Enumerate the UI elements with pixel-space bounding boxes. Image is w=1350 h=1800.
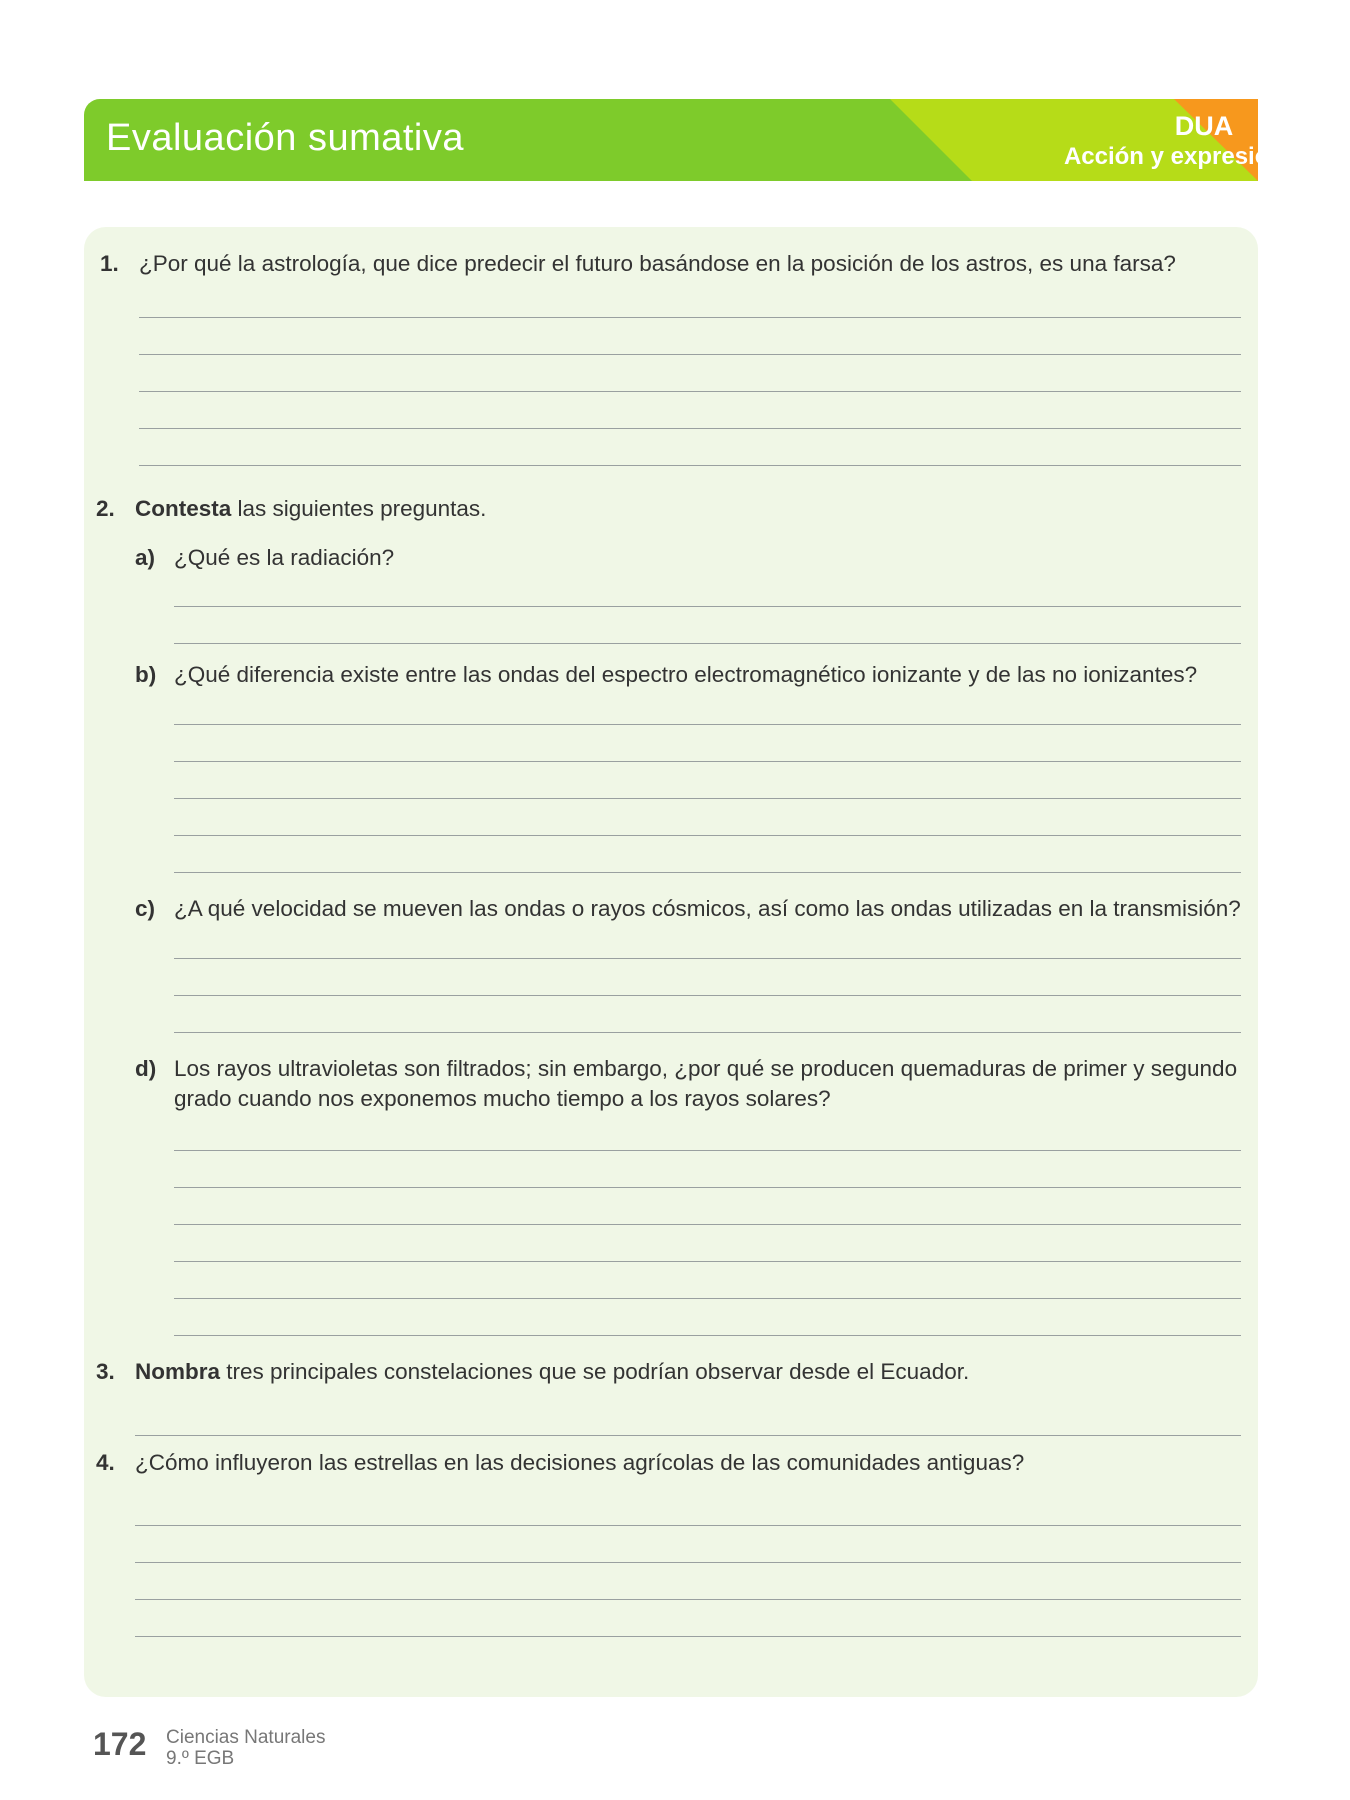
question-2b-text: ¿Qué diferencia existe entre las ondas del espectro electromagnético ionizante y de las no ionizantes? (174, 662, 1198, 687)
question-2b-label: b) (135, 662, 157, 687)
dua-badge-subtitle: Acción y expresión (1063, 143, 1285, 170)
answer-line[interactable] (174, 1224, 1241, 1225)
question-2c-text: ¿A qué velocidad se mueven las ondas o rayos cósmicos, así como las ondas utilizadas en la transmisión? (174, 896, 1241, 921)
question-2-number: 2. (96, 496, 115, 521)
page-number: 172 (93, 1726, 147, 1762)
answer-line[interactable] (174, 958, 1241, 959)
question-3-bold: Nombra (135, 1359, 221, 1384)
answer-line[interactable] (135, 1636, 1241, 1637)
section-header (84, 99, 1285, 181)
question-2a-label: a) (135, 545, 156, 570)
question-2a-text: ¿Qué es la radiación? (174, 545, 395, 570)
question-2d-line1: Los rayos ultravioletas son filtrados; sin embargo, ¿por qué se producen quemaduras de primer y segundo (174, 1056, 1238, 1081)
answer-line[interactable] (135, 1562, 1241, 1563)
answer-line[interactable] (174, 643, 1241, 644)
dua-badge-title: DUA (1174, 111, 1234, 141)
answer-line[interactable] (174, 1335, 1241, 1336)
answer-line[interactable] (135, 1435, 1241, 1436)
answer-line[interactable] (174, 606, 1241, 607)
footer-subject: Ciencias Naturales (166, 1727, 326, 1748)
answer-line[interactable] (174, 798, 1241, 799)
answer-line[interactable] (174, 1298, 1241, 1299)
answer-line[interactable] (135, 1525, 1241, 1526)
question-3-text (135, 1357, 969, 1387)
footer-grade: 9.º EGB (166, 1748, 235, 1769)
answer-line[interactable] (174, 761, 1241, 762)
page-title: Evaluación sumativa (106, 117, 465, 159)
question-4-text: ¿Cómo influyeron las estrellas en las decisiones agrícolas de las comunidades antiguas? (135, 1450, 1025, 1475)
answer-line[interactable] (174, 1032, 1241, 1033)
question-4-number: 4. (96, 1450, 115, 1475)
answer-line[interactable] (139, 391, 1241, 392)
answer-line[interactable] (139, 354, 1241, 355)
answer-line[interactable] (139, 317, 1241, 318)
answer-line[interactable] (174, 1261, 1241, 1262)
answer-line[interactable] (174, 724, 1241, 725)
question-2c-label: c) (135, 896, 156, 921)
question-2-bold: Contesta (135, 496, 232, 521)
questions-panel (84, 227, 1258, 1697)
answer-line[interactable] (174, 872, 1241, 873)
answer-line[interactable] (139, 465, 1241, 466)
question-3-number: 3. (96, 1359, 115, 1384)
question-1-text: ¿Por qué la astrología, que dice predecir el futuro basándose en la posición de los astros, es una farsa? (139, 251, 1176, 276)
answer-line[interactable] (174, 835, 1241, 836)
question-2-text (135, 494, 486, 524)
question-2-rest: las siguientes preguntas. (231, 496, 487, 521)
answer-line[interactable] (174, 1187, 1241, 1188)
question-1-number: 1. (100, 251, 119, 276)
answer-line[interactable] (139, 428, 1241, 429)
answer-line[interactable] (174, 1150, 1241, 1151)
answer-line[interactable] (174, 995, 1241, 996)
question-2d-label: d) (135, 1056, 157, 1081)
answer-line[interactable] (135, 1599, 1241, 1600)
question-3-rest: tres principales constelaciones que se podrían observar desde el Ecuador. (220, 1359, 970, 1384)
question-2d-line2: grado cuando nos exponemos mucho tiempo a los rayos solares? (174, 1086, 831, 1111)
